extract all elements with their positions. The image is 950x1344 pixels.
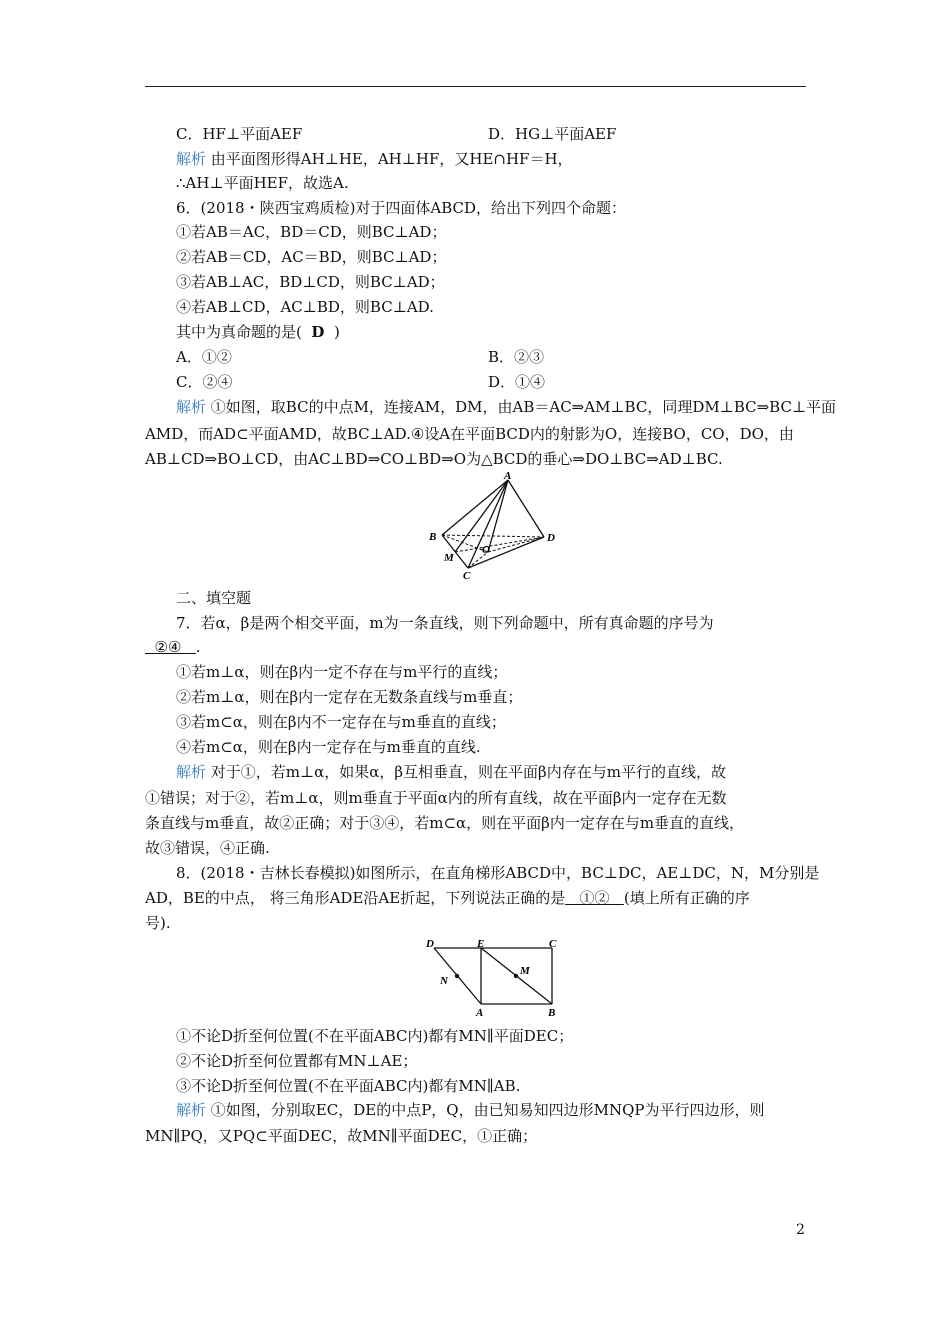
solution-label: 解析 bbox=[176, 150, 207, 168]
label-m: M bbox=[520, 965, 530, 977]
q6-proposition-1: ①若AB＝AC，BD＝CD，则BC⊥AD； bbox=[176, 223, 447, 241]
q6-ask-pre: 其中为真命题的是( bbox=[176, 323, 302, 341]
q5-solution-line-1 bbox=[176, 149, 816, 169]
q7-solution-text-1: 对于①，若m⊥α，如果α，β互相垂直，则在平面β内存在与m平行的直线，故 bbox=[210, 763, 726, 781]
label-c: C bbox=[549, 938, 557, 950]
q8-stem-line-2 bbox=[145, 888, 817, 908]
q7-proposition-2: ②若m⊥α，则在β内一定存在无数条直线与m垂直； bbox=[176, 688, 523, 706]
section-title: 二、填空题 bbox=[176, 589, 252, 607]
label-o: O bbox=[482, 544, 490, 556]
q6-proposition-2: ②若AB＝CD，AC＝BD，则BC⊥AD； bbox=[176, 248, 447, 266]
q6-option-b: B．②③ bbox=[488, 348, 545, 366]
label-d: D bbox=[547, 532, 555, 544]
q5-solution-text-1: 由平面图形得AH⊥HE，AH⊥HF，又HE∩HF＝H， bbox=[210, 150, 573, 168]
label-n: N bbox=[440, 975, 448, 987]
page-number: 2 bbox=[796, 1222, 805, 1238]
q8-solution-line-2: MN∥PQ，又PQ⊂平面DEC，故MN∥平面DEC，①正确； bbox=[145, 1127, 538, 1145]
header-rule bbox=[145, 86, 806, 87]
edge-ad bbox=[508, 480, 544, 537]
point-n bbox=[455, 974, 459, 978]
label-b: B bbox=[548, 1007, 556, 1018]
q8-stem-post: (填上所有正确的序 bbox=[623, 889, 750, 907]
q7-stem: 7．若α，β是两个相交平面，m为一条直线，则下列命题中，所有真命题的序号为 bbox=[176, 614, 714, 632]
q8-stem-line-3: 号). bbox=[145, 914, 171, 932]
label-a: A bbox=[476, 1007, 484, 1018]
edge-ab bbox=[442, 480, 508, 535]
label-m: M bbox=[444, 552, 454, 564]
label-e: E bbox=[477, 938, 485, 950]
trapezoid-figure bbox=[420, 936, 570, 1018]
q5-option-d: D．HG⊥平面AEF bbox=[488, 125, 617, 143]
q7-answer-line: ②④ . bbox=[145, 637, 817, 657]
point-m bbox=[514, 974, 518, 978]
q6-option-d: D．①④ bbox=[488, 373, 546, 391]
label-b: B bbox=[429, 531, 437, 543]
q5-option-c: C．HF⊥平面AEF bbox=[176, 125, 303, 143]
q8-solution-text-1: ①如图，分别取EC，DE的中点P，Q，由已知易知四边形MNQP为平行四边形，则 bbox=[210, 1101, 765, 1119]
solution-label: 解析 bbox=[176, 1101, 207, 1119]
segment-md bbox=[455, 537, 544, 552]
q7-answer: ②④ bbox=[154, 638, 182, 656]
q6-solution-line-1 bbox=[176, 397, 837, 417]
solution-label: 解析 bbox=[176, 398, 207, 416]
q8-solution-line-1 bbox=[176, 1100, 816, 1120]
segment-do bbox=[488, 537, 544, 552]
label-a: A bbox=[504, 470, 512, 482]
tetrahedron-figure bbox=[420, 470, 570, 582]
q6-solution-line-3: AB⊥CD⇒BO⊥CD，由AC⊥BD⇒CO⊥BD⇒O为△BCD的垂心⇒DO⊥BC⇒AD⊥BC. bbox=[145, 450, 723, 468]
q6-proposition-3: ③若AB⊥AC，BD⊥CD，则BC⊥AD； bbox=[176, 273, 445, 291]
q7-proposition-4: ④若m⊂α，则在β内一定存在与m垂直的直线. bbox=[176, 738, 481, 756]
q6-answer: D bbox=[311, 323, 325, 341]
q6-question bbox=[176, 322, 816, 342]
q8-statement-3: ③不论D折至何位置(不在平面ABC内)都有MN∥AB. bbox=[176, 1077, 521, 1095]
q7-solution-line-2: ①错误；对于②，若m⊥α，则m垂直于平面α内的所有直线，故在平面β内一定存在无数 bbox=[145, 789, 727, 807]
solution-label: 解析 bbox=[176, 763, 207, 781]
q5-solution-line-2: ∴AH⊥平面HEF，故选A. bbox=[176, 174, 349, 192]
q6-option-a: A．①② bbox=[176, 348, 232, 366]
segment-am bbox=[455, 480, 508, 552]
q8-stem-pre: AD，BE的中点， 将三角形ADE沿AE折起，下列说法正确的是 bbox=[145, 889, 566, 907]
label-c: C bbox=[463, 570, 471, 582]
q6-stem: 6．(2018・陕西宝鸡质检)对于四面体ABCD，给出下列四个命题： bbox=[176, 199, 627, 217]
q8-stem-line-1: 8．(2018・吉林长春模拟)如图所示，在直角梯形ABCD中，BC⊥DC，AE⊥DC，N，M分别是 bbox=[176, 864, 820, 882]
q6-solution-text-1: ①如图，取BC的中点M，连接AM，DM，由AB＝AC⇒AM⊥BC，同理DM⊥BC⇒BC⊥平面 bbox=[210, 398, 837, 416]
q7-proposition-3: ③若m⊂α，则在β内不一定存在与m垂直的直线； bbox=[176, 713, 506, 731]
q7-proposition-1: ①若m⊥α，则在β内一定不存在与m平行的直线； bbox=[176, 663, 508, 681]
q8-statement-2: ②不论D折至何位置都有MN⊥AE； bbox=[176, 1052, 418, 1070]
q6-solution-line-2: AMD，而AD⊂平面AMD，故BC⊥AD.④设A在平面BCD内的射影为O，连接BO，CO，DO，由 bbox=[145, 425, 794, 443]
q6-ask-post: ) bbox=[333, 323, 340, 341]
q6-option-c: C．②④ bbox=[176, 373, 233, 391]
q7-solution-line-3: 条直线与m垂直，故②正确；对于③④，若m⊂α，则在平面β内一定存在与m垂直的直线， bbox=[145, 814, 745, 832]
label-d: D bbox=[426, 938, 434, 950]
q8-answer: ①② bbox=[579, 889, 610, 907]
q8-statement-1: ①不论D折至何位置(不在平面ABC内)都有MN∥平面DEC； bbox=[176, 1027, 574, 1045]
q7-solution-line-1 bbox=[176, 762, 816, 782]
q7-solution-line-4: 故③错误，④正确. bbox=[145, 839, 270, 857]
q6-proposition-4: ④若AB⊥CD，AC⊥BD，则BC⊥AD. bbox=[176, 298, 434, 316]
